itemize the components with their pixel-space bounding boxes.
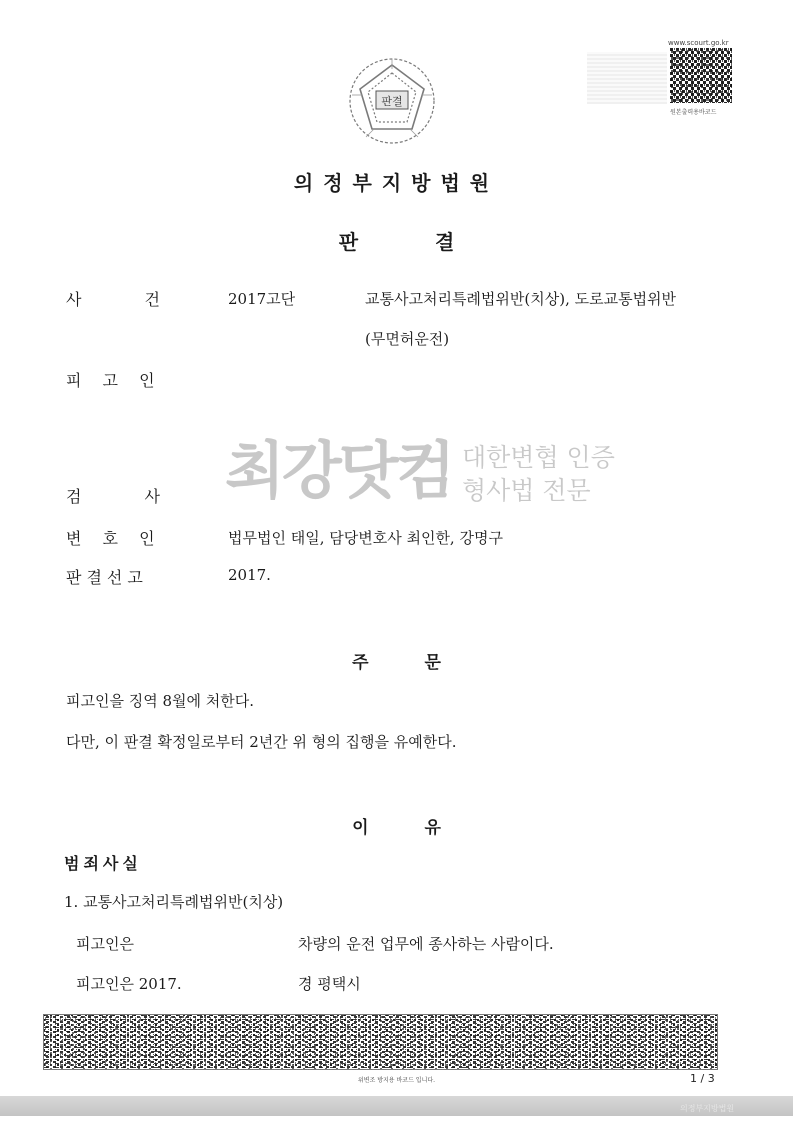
document-type: 판 결 (338, 230, 455, 254)
counsel-label: 변 호 인 (66, 529, 155, 548)
scan-noise (587, 52, 667, 104)
order-line2: 다만, 이 판결 확정일로부터 2년간 위 형의 집행을 유예한다. (66, 733, 457, 751)
reason-heading: 이 유 (352, 818, 441, 838)
order-line1: 피고인을 징역 8월에 처한다. (66, 692, 255, 710)
anti-forgery-barcode (43, 1014, 718, 1070)
case-label: 사 건 (66, 290, 160, 309)
defendant-label: 피 고 인 (66, 371, 155, 390)
court-name: 의정부지방법원 (293, 171, 500, 195)
order-heading: 주 문 (352, 653, 441, 673)
page-number: 1 / 3 (690, 1072, 715, 1085)
qr-url-text: www.scourt.go.kr (668, 39, 729, 47)
verdict-date-value: 2017. (228, 566, 271, 584)
court-seal-emblem (346, 55, 438, 147)
watermark-brand: 최강닷컴 (225, 434, 453, 507)
case-title-line2: (무면허운전) (365, 330, 450, 348)
qr-caption: 원본출력용바코드 (670, 109, 717, 116)
qr-code (670, 48, 732, 103)
seal-text: 판결 (381, 95, 403, 108)
watermark-line2: 형사법 전문 (462, 476, 591, 505)
paragraph1-left: 피고인은 (76, 935, 134, 953)
paragraph2-right: 경 평택시 (298, 975, 361, 993)
verdict-date-label: 판결선고 (66, 568, 148, 587)
paragraph1-right: 차량의 운전 업무에 종사하는 사람이다. (298, 935, 554, 953)
paragraph2-left: 피고인은 2017. (76, 975, 182, 993)
prosecutor-label: 검 사 (66, 487, 160, 506)
watermark-line1: 대한변협 인증 (462, 443, 615, 472)
barcode-caption: 위변조 방지용 바코드 입니다. (357, 1077, 436, 1084)
crime-facts-heading: 범죄사실 (64, 854, 142, 873)
bottom-band-text: 의정부지방법원 (680, 1104, 735, 1113)
case-title-line1: 교통사고처리특례법위반(치상), 도로교통법위반 (365, 290, 677, 308)
counsel-value: 법무법인 태일, 담당변호사 최인한, 강명구 (228, 529, 503, 547)
item-1: 1. 교통사고처리특례법위반(치상) (64, 893, 284, 911)
scan-bottom-band (0, 1096, 793, 1116)
case-number: 2017고단 (228, 290, 296, 308)
